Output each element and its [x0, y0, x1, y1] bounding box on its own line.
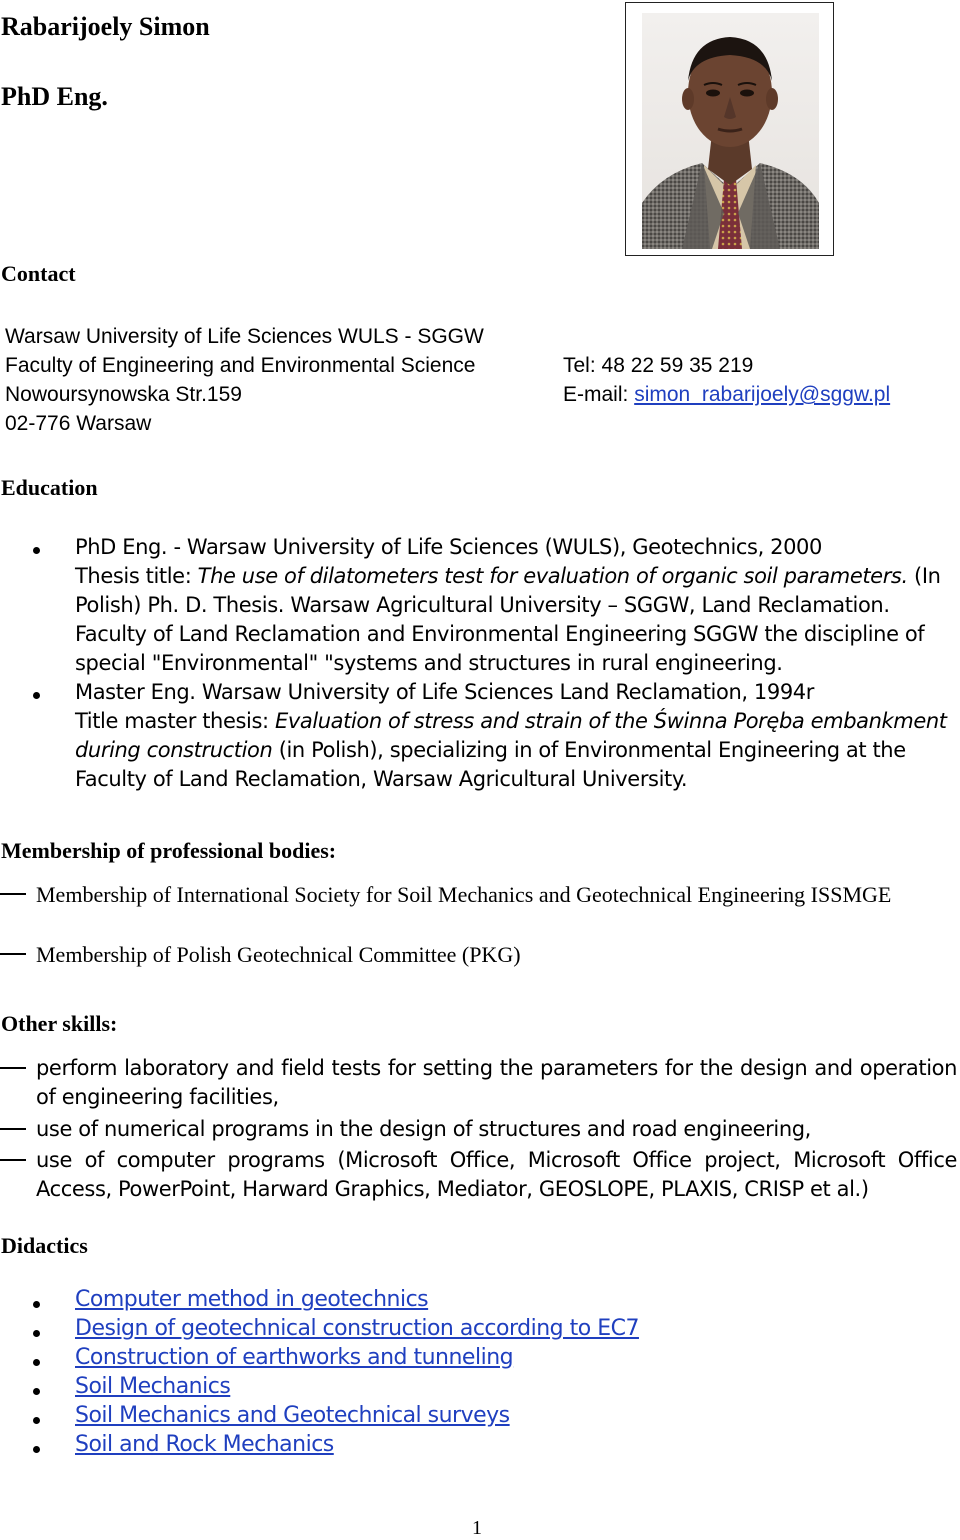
bullet-icon [33, 1417, 40, 1424]
skill-item: use of computer programs (Microsoft Office, Microsoft Office project, Microsoft Office Access, PowerPoint, Harward Graphics, Mediator, GEOSLOPE, PLAXIS, CRISP et al.) [36, 1148, 957, 1201]
education-master [75, 678, 957, 794]
skill-item: perform laboratory and field tests for setting the parameters for the design and operation of engineering facilities, [36, 1056, 957, 1109]
dash-icon [0, 1067, 26, 1069]
master-line-1: Master Eng. Warsaw University of Life Sciences Land Reclamation, 1994r [75, 680, 814, 704]
dash-icon [0, 893, 26, 895]
didactics-link[interactable]: Soil and Rock Mechanics [75, 1432, 334, 1457]
phd-thesis-title: The use of dilatometers test for evaluation of organic soil parameters. [197, 564, 908, 588]
bullet-icon [33, 547, 40, 554]
dash-icon [0, 953, 26, 955]
bullet-icon [33, 1359, 40, 1366]
skills-heading: Other skills: [1, 1011, 118, 1036]
master-title-line: Title master thesis: Evaluation of stress and strain of the Świnna Poręba embankment [75, 709, 947, 733]
person-degree: PhD Eng. [1, 82, 108, 111]
education-phd [75, 533, 957, 678]
didactics-link[interactable]: Soil Mechanics and Geotechnical surveys [75, 1403, 510, 1428]
didactics-link[interactable]: Computer method in geotechnics [75, 1287, 429, 1312]
dash-icon [0, 1128, 26, 1130]
phd-line-3: Polish) Ph. D. Thesis. Warsaw Agricultural University – SGGW, Land Reclamation. [75, 593, 890, 617]
contact-institution: Warsaw University of Life Sciences WULS - SGGW [5, 325, 484, 348]
didactics-link[interactable]: Design of geotechnical construction according to EC7 [75, 1316, 639, 1341]
bullet-icon [33, 692, 40, 699]
contact-heading: Contact [1, 261, 76, 286]
phd-line-5: special "Environmental" "systems and structures in rural engineering. [75, 651, 783, 675]
didactics-heading: Didactics [1, 1233, 88, 1258]
bullet-icon [33, 1301, 40, 1308]
contact-email-line [563, 383, 890, 407]
master-thesis-title: Evaluation of stress and strain of the Świnna Poręba embankment [274, 709, 947, 733]
phd-line-1: PhD Eng. - Warsaw University of Life Sciences (WULS), Geotechnics, 2000 [75, 535, 822, 559]
dash-icon [0, 1159, 26, 1161]
didactics-link[interactable]: Construction of earthworks and tunneling [75, 1345, 514, 1370]
membership-heading: Membership of professional bodies: [1, 838, 337, 863]
person-name: Rabarijoely Simon [1, 12, 210, 41]
contact-street: Nowoursynowska Str.159 [5, 383, 242, 406]
phd-thesis-line: Thesis title: The use of dilatometers test for evaluation of organic soil parameters. (In [75, 564, 941, 588]
profile-photo-frame [625, 2, 834, 256]
page-number: 1 [472, 1517, 482, 1539]
email-label: E-mail: [563, 383, 635, 406]
didactics-link[interactable]: Soil Mechanics [75, 1374, 231, 1399]
bullet-icon [33, 1388, 40, 1395]
membership-item: Membership of International Society for Soil Mechanics and Geotechnical Engineering ISSMGE [36, 882, 892, 907]
master-line-4: Faculty of Land Reclamation, Warsaw Agricultural University. [75, 767, 688, 791]
email-link[interactable]: simon_rabarijoely@sggw.pl [634, 383, 891, 406]
contact-phone: Tel: 48 22 59 35 219 [563, 354, 754, 377]
skill-item: use of numerical programs in the design of structures and road engineering, [36, 1117, 811, 1141]
education-heading: Education [1, 475, 98, 500]
profile-photo [642, 13, 819, 249]
contact-city: 02-776 Warsaw [5, 412, 152, 435]
phd-line-4: Faculty of Land Reclamation and Environmental Engineering SGGW the discipline of [75, 622, 925, 646]
bullet-icon [33, 1446, 40, 1453]
membership-item: Membership of Polish Geotechnical Committee (PKG) [36, 942, 521, 967]
bullet-icon [33, 1330, 40, 1337]
contact-faculty: Faculty of Engineering and Environmental Science [5, 354, 476, 377]
master-line-3: during construction (in Polish), specializing in of Environmental Engineering at the [75, 738, 906, 762]
